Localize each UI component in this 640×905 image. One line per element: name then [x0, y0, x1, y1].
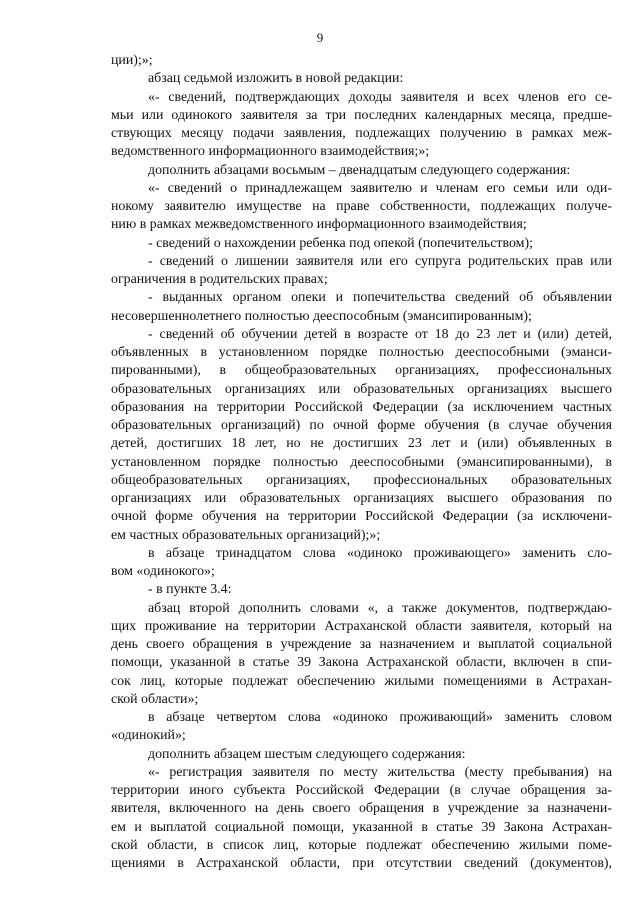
text-line: общеобразовательных организациях, профессиональных образовательных [111, 472, 612, 488]
text-line: детей, достигших 18 лет, но не достигших 23 лет и (или) объявленных в [111, 436, 612, 452]
text-line: организациях или образовательных организациях высшего образования по [111, 491, 612, 506]
text-line: образования на территории Российской Федерации (за исключением частных [111, 399, 612, 415]
text-line: щих проживание на территории Астраханской области заявителя, который на [111, 618, 612, 634]
text-line: - сведений об обучении детей в возрасте от 18 до 23 лет и (или) детей, [148, 326, 612, 342]
text-line: - сведений о лишении заявителя или его супруга родительских прав или [148, 253, 612, 269]
text-line: помощи, указанной в статье 39 Закона Астраханской области, включен в спи- [111, 655, 612, 671]
text-line: ской области, в список лиц, которые подлежат обеспечению жилыми поме- [111, 837, 612, 853]
text-line: вом «одинокого»; [111, 564, 215, 579]
document-body [111, 52, 612, 873]
text-line: пированными), в общеобразовательных организациях, профессиональных [111, 363, 612, 379]
text-line: территории иного субъекта Российской Федерации (в случае обращения за- [111, 783, 612, 798]
text-line: абзац второй дополнить словами «, а также документов, подтверждаю- [148, 600, 612, 616]
text-line: «- регистрация заявителя по месту жительства (месту пребывания) на [148, 764, 612, 780]
text-line: в абзаце четвертом слова «одиноко проживающий» заменить словом [148, 710, 612, 725]
text-line: установленном порядке полностью дееспособными (эмансипированными), в [111, 454, 612, 470]
text-line: ем и выплатой социальной помощи, указанной в статье 39 Закона Астрахан- [111, 819, 612, 835]
text-line: дополнить абзацами восьмым – двенадцатым следующего содержания: [148, 162, 571, 178]
text-line: ведомственного информационного взаимодействия;»; [111, 144, 430, 160]
text-line: дополнить абзацем шестым следующего содержания: [148, 746, 466, 762]
text-line: «- сведений, подтверждающих доходы заявителя и всех членов его се- [148, 89, 612, 105]
text-line: - выданных органом опеки и попечительства сведений об объявлении [148, 290, 612, 306]
text-line: щениями в Астраханской области, при отсутствии сведений (документов), [111, 856, 612, 871]
text-line: образовательных организаций) по очной форме обучения (в случае обучения [111, 418, 612, 433]
text-line: день своего обращения в учреждение за назначением и выплатой социальной [111, 637, 612, 652]
text-line: - сведений о нахождении ребенка под опекой (попечительством); [148, 235, 533, 251]
text-line: ской области»; [111, 691, 199, 707]
page-number: 9 [316, 30, 324, 45]
text-line: «- сведений о принадлежащем заявителю и членам его семьи или оди- [148, 180, 612, 196]
text-line: нокому заявителю имуществе на праве собственности, подлежащих получе- [111, 199, 612, 214]
text-line: объявленных в установленном порядке полностью дееспособными (эманси- [111, 345, 612, 360]
text-line: несовершеннолетнего полностью дееспособным (эмансипированным); [111, 308, 532, 324]
text-line: «одинокий»; [111, 728, 186, 744]
text-line: образовательных организациях или образовательных организациях высшего [111, 381, 612, 397]
text-line: явителя, включенного на день своего обращения в учреждение за назначени- [111, 801, 612, 817]
text-line: ем частных образовательных организаций);»; [111, 527, 381, 543]
text-line: ции);»; [111, 53, 153, 68]
text-line: сок лиц, которые подлежат обеспечению жилыми помещениями в Астрахан- [111, 673, 612, 689]
text-line: очной форме обучения на территории Российской Федерации (за исключени- [111, 509, 612, 525]
text-line: ствующих месяцу подачи заявления, подлежащих получению в рамках меж- [111, 126, 612, 141]
text-line: нию в рамках межведомственного информационного взаимодействия; [111, 217, 527, 233]
text-line: в абзаце тринадцатом слова «одиноко проживающего» заменить сло- [148, 545, 612, 561]
text-line: мьи или одинокого заявителя за три последних календарных месяца, предше- [111, 107, 612, 123]
text-line: - в пункте 3.4: [148, 582, 232, 598]
text-line: абзац седьмой изложить в новой редакции: [148, 71, 404, 87]
text-line: ограничения в родительских правах; [111, 272, 328, 287]
